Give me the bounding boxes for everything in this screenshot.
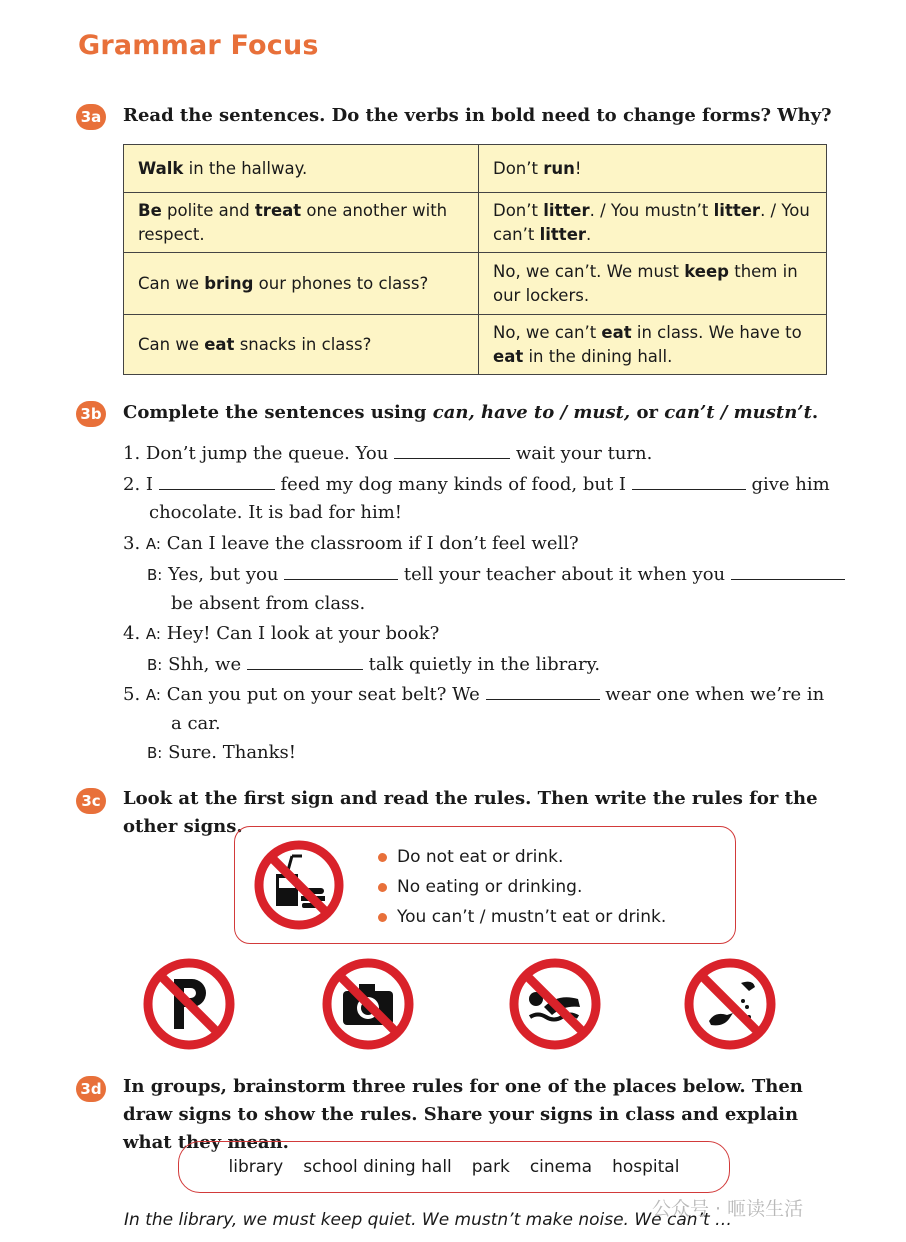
instruction-3b-pre: Complete the sentences using bbox=[123, 402, 433, 423]
instruction-3a: Read the sentences. Do the verbs in bold need to change forms? Why? bbox=[123, 105, 832, 126]
item-number: 3. bbox=[123, 533, 141, 554]
exercise-5-cont: a car. bbox=[171, 713, 221, 734]
no-feeding-birds-sign-icon bbox=[683, 957, 777, 1051]
sign-rules-list bbox=[378, 842, 666, 932]
rule-cell bbox=[124, 193, 479, 253]
answer-blank[interactable] bbox=[247, 653, 363, 670]
table-row bbox=[124, 253, 827, 315]
exercise-5 bbox=[123, 683, 824, 705]
instruction-3b-words: can, have to / must, bbox=[432, 402, 631, 423]
section-badge-3b: 3b bbox=[76, 401, 106, 427]
bold-verb: Walk bbox=[138, 158, 184, 178]
bold-verb: bring bbox=[204, 273, 254, 293]
bold-verb: run bbox=[543, 158, 575, 178]
bold-verb: litter bbox=[713, 200, 761, 220]
places-box bbox=[178, 1141, 730, 1193]
bold-verb: litter bbox=[539, 224, 587, 244]
exercise-text: Yes, but you bbox=[168, 564, 279, 585]
no-food-drink-sign-icon bbox=[252, 838, 346, 932]
item-number: 1. bbox=[123, 443, 141, 464]
exercise-text: I bbox=[145, 474, 154, 495]
rule-cell bbox=[124, 315, 479, 375]
response-cell bbox=[479, 145, 827, 193]
exercise-3-cont: be absent from class. bbox=[171, 593, 366, 614]
cell-text: No, we can’t bbox=[493, 322, 602, 342]
exercise-text: talk quietly in the library. bbox=[368, 654, 601, 675]
exercise-5-b bbox=[147, 742, 296, 763]
no-photography-sign-icon bbox=[321, 957, 415, 1051]
no-swimming-sign-icon bbox=[508, 957, 602, 1051]
exercise-text: Can you put on your seat belt? We bbox=[166, 684, 480, 705]
cell-text: one another with respect. bbox=[138, 200, 448, 244]
page-title: Grammar Focus bbox=[78, 30, 319, 61]
sign-rule-text: Do not eat or drink. bbox=[397, 847, 564, 867]
place-cinema: cinema bbox=[529, 1157, 593, 1177]
exercise-text: Don’t jump the queue. You bbox=[145, 443, 389, 464]
cell-text: them in our lockers. bbox=[493, 261, 798, 305]
section-badge-3a: 3a bbox=[76, 104, 106, 130]
speaker-label: B: bbox=[147, 744, 163, 762]
exercise-text: Shh, we bbox=[168, 654, 242, 675]
exercise-text: Sure. Thanks! bbox=[168, 742, 297, 763]
answer-blank[interactable] bbox=[159, 473, 275, 490]
bold-verb: litter bbox=[543, 200, 590, 220]
instruction-3b-words2: can’t / mustn’t bbox=[664, 402, 812, 423]
exercise-text: Can I leave the classroom if I don’t feel well? bbox=[166, 533, 579, 554]
cell-text: Can we bbox=[138, 273, 205, 293]
cell-text: . / You can’t bbox=[493, 200, 810, 244]
cell-text: polite and bbox=[161, 200, 255, 220]
cell-text: in class. We have to bbox=[631, 322, 802, 342]
place-school-dining-hall: school dining hall bbox=[303, 1157, 452, 1177]
speaker-label: A: bbox=[145, 625, 161, 643]
exercise-text: feed my dog many kinds of food, but I bbox=[280, 474, 627, 495]
exercise-text: Hey! Can I look at your book? bbox=[166, 623, 440, 644]
cell-text: snacks in class? bbox=[234, 334, 372, 354]
exercise-text: wear one when we’re in bbox=[605, 684, 825, 705]
no-parking-sign-icon bbox=[142, 957, 236, 1051]
watermark: 公众号 · 咂读生活 bbox=[652, 1198, 804, 1220]
item-number: 2. bbox=[123, 474, 141, 495]
cell-text: in the hallway. bbox=[183, 158, 308, 178]
response-cell bbox=[479, 315, 827, 375]
grammar-table bbox=[123, 144, 827, 375]
exercise-3-b bbox=[147, 563, 845, 585]
answer-blank[interactable] bbox=[486, 683, 600, 700]
table-row bbox=[124, 193, 827, 253]
exercise-2 bbox=[123, 473, 830, 495]
response-cell bbox=[479, 253, 827, 315]
bold-verb: treat bbox=[254, 200, 302, 220]
bold-verb: eat bbox=[493, 346, 524, 366]
table-row bbox=[124, 315, 827, 375]
cell-text: our phones to class? bbox=[253, 273, 429, 293]
exercise-text: give him bbox=[751, 474, 830, 495]
rule-cell bbox=[124, 145, 479, 193]
cell-text: in the dining hall. bbox=[523, 346, 673, 366]
cell-text: ! bbox=[574, 158, 582, 178]
exercise-1 bbox=[123, 442, 652, 464]
instruction-3d: In groups, brainstorm three rules for one of the places below. Then draw signs to show the rules. Share your signs in class and explain what they mean. bbox=[123, 1076, 803, 1153]
response-cell bbox=[479, 193, 827, 253]
cell-text: . / You mustn’t bbox=[589, 200, 714, 220]
sign-rule-item bbox=[378, 872, 666, 902]
instruction-3b-end: . bbox=[811, 402, 819, 423]
exercise-text: wait your turn. bbox=[515, 443, 653, 464]
instruction-3c: Look at the first sign and read the rules. Then write the rules for the other signs. bbox=[123, 788, 818, 837]
answer-blank[interactable] bbox=[284, 563, 398, 580]
bullet-icon bbox=[378, 853, 387, 862]
place-hospital: hospital bbox=[612, 1157, 680, 1177]
sign-rule-text: You can’t / mustn’t eat or drink. bbox=[397, 907, 667, 927]
sign-rule-text: No eating or drinking. bbox=[397, 877, 583, 897]
place-library: library bbox=[228, 1157, 284, 1177]
cell-text: Don’t bbox=[493, 158, 544, 178]
bold-verb: keep bbox=[684, 261, 729, 281]
instruction-3b bbox=[123, 399, 818, 427]
cell-text: No, we can’t. We must bbox=[493, 261, 685, 281]
exercise-3 bbox=[123, 533, 579, 554]
bold-verb: eat bbox=[601, 322, 632, 342]
speaker-label: B: bbox=[147, 656, 163, 674]
bullet-icon bbox=[378, 913, 387, 922]
section-badge-3c: 3c bbox=[76, 788, 106, 814]
table-row bbox=[124, 145, 827, 193]
answer-blank[interactable] bbox=[731, 563, 845, 580]
speaker-label: A: bbox=[145, 535, 161, 553]
place-park: park bbox=[471, 1157, 510, 1177]
answer-blank[interactable] bbox=[394, 442, 510, 459]
speaker-label: B: bbox=[147, 566, 163, 584]
cell-text: Don’t bbox=[493, 200, 544, 220]
exercise-4-b bbox=[147, 653, 600, 675]
bullet-icon bbox=[378, 883, 387, 892]
instruction-3b-or: or bbox=[630, 402, 665, 423]
section-badge-3d: 3d bbox=[76, 1076, 106, 1102]
bold-verb: Be bbox=[138, 200, 162, 220]
sign-rule-item bbox=[378, 902, 666, 932]
item-number: 4. bbox=[123, 623, 141, 644]
exercise-text: tell your teacher about it when you bbox=[403, 564, 726, 585]
speaker-label: A: bbox=[145, 686, 161, 704]
exercise-4 bbox=[123, 623, 439, 644]
exercise-2-cont: chocolate. It is bad for him! bbox=[149, 502, 403, 523]
cell-text: . bbox=[586, 224, 592, 244]
answer-blank[interactable] bbox=[632, 473, 746, 490]
sign-rule-item bbox=[378, 842, 666, 872]
example-sentence: In the library, we must keep quiet. We mustn’t make noise. We can’t … bbox=[124, 1210, 733, 1230]
rule-cell bbox=[124, 253, 479, 315]
item-number: 5. bbox=[123, 684, 141, 705]
cell-text: Can we bbox=[138, 334, 205, 354]
bold-verb: eat bbox=[204, 334, 235, 354]
